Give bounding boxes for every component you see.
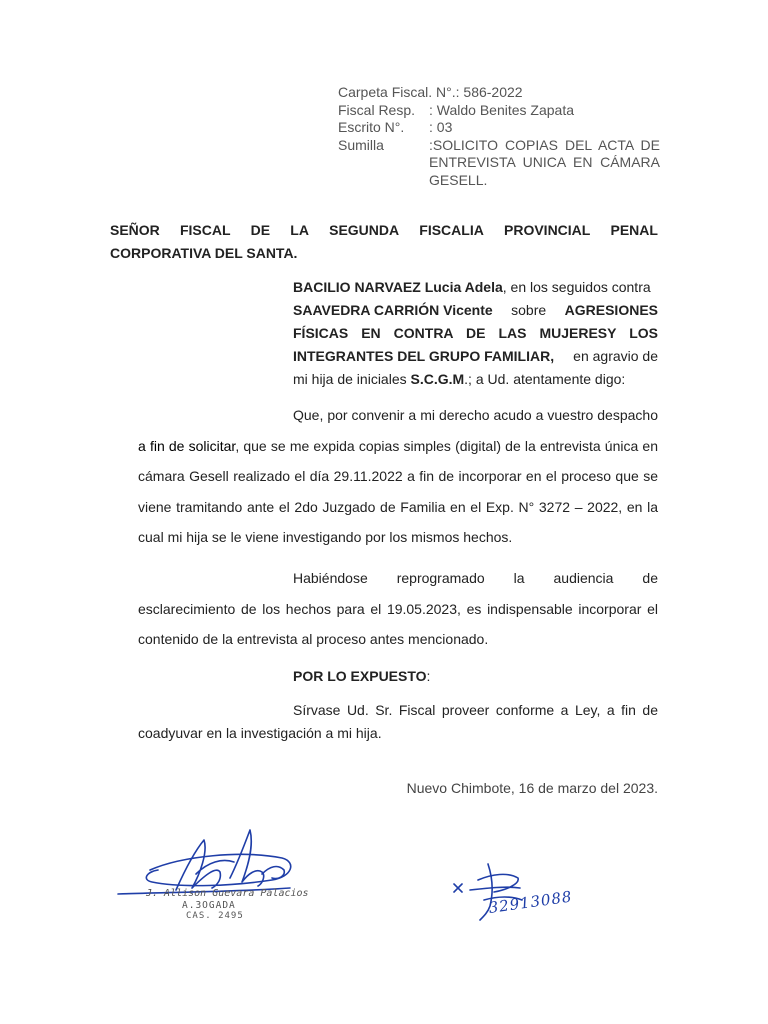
intro-line-5 bbox=[293, 368, 658, 391]
intro-line-1 bbox=[293, 276, 658, 299]
sumilla-label: Sumilla bbox=[338, 136, 384, 153]
por-colon: : bbox=[426, 668, 431, 684]
addressee-word: PROVINCIAL bbox=[504, 222, 591, 238]
closing-request bbox=[138, 699, 658, 745]
escrito-row bbox=[338, 119, 660, 137]
request-paragraph bbox=[138, 400, 658, 553]
intro-text: en agravio de bbox=[573, 348, 658, 364]
que-word: Que, bbox=[293, 407, 324, 423]
request-afin: a fin de solicitar bbox=[138, 437, 236, 454]
addressee-line-1 bbox=[110, 219, 658, 242]
minor-initials: S.C.G.M bbox=[410, 371, 465, 387]
intro-text: mi hija de iniciales bbox=[293, 371, 411, 387]
addressee bbox=[110, 219, 658, 265]
sumilla-value: :SOLICITO COPIAS DEL ACTA DE ENTREVISTA UNICA EN CÁMARA GESELL. bbox=[429, 136, 660, 188]
intro-text: .; a Ud. atentamente digo: bbox=[464, 371, 626, 387]
addressee-word: SEGUNDA bbox=[329, 222, 400, 238]
escrito-label: Escrito N°. bbox=[338, 119, 405, 135]
addressee-word: FISCAL bbox=[179, 222, 231, 238]
request-text-1: por convenir a mi derecho acudo a vuestro despacho bbox=[323, 407, 658, 423]
lawyer-stamp-title: A.3OGADA bbox=[182, 900, 236, 911]
addressee-word: PENAL bbox=[610, 222, 658, 238]
petitioner-dni-handwritten: 32913088 bbox=[487, 887, 574, 917]
intro-text: sobre bbox=[511, 302, 547, 318]
intro-paragraph bbox=[293, 276, 658, 391]
lawyer-stamp-cas: CAS. 2495 bbox=[186, 911, 244, 921]
por-lo-expuesto bbox=[293, 666, 430, 686]
escrito-value: : 03 bbox=[429, 119, 453, 135]
petitioner-name: BACILIO NARVAEZ Lucia Adela bbox=[293, 279, 503, 295]
offense-text: INTEGRANTES DEL GRUPO FAMILIAR, bbox=[293, 348, 555, 364]
request-text bbox=[138, 400, 658, 553]
intro-line-2 bbox=[293, 299, 658, 322]
intro-text: , en los seguidos contra bbox=[502, 279, 651, 295]
carpeta-fiscal: Carpeta Fiscal. N°.: 586-2022 bbox=[338, 84, 523, 100]
offense-text: FÍSICAS EN CONTRA DE LAS MUJERESY LOS bbox=[293, 325, 658, 341]
addressee-line-2: CORPORATIVA DEL SANTA. bbox=[110, 245, 298, 261]
hearing-paragraph bbox=[138, 563, 658, 655]
sumilla-row bbox=[338, 137, 660, 190]
intro-line-4 bbox=[293, 345, 658, 368]
case-header bbox=[338, 84, 660, 189]
addressee-word: DE bbox=[250, 222, 271, 238]
hearing-text: Habiéndose reprogramado la audiencia de esclarecimiento de los hechos para el 19.05.2023, es indispensable incorporar el contenido de la entrevista al proceso antes mencionado. bbox=[138, 570, 658, 647]
lawyer-stamp-name: J. Allison Guevara Palacios bbox=[146, 888, 309, 899]
offense-text: AGRESIONES bbox=[564, 302, 658, 318]
fiscal-label: Fiscal Resp. bbox=[338, 101, 416, 118]
fiscal-value: : Waldo Benites Zapata bbox=[429, 101, 575, 118]
request-text-2: , que se me expida copias simples (digital) de la entrevista única en cámara Gesell realizado el día 29.11.2022 a fin de incorporar en el proceso que se viene tramitando ante el 2do Juzgado de Familia en el Exp. N° 3272 – 2022, en la cual mi hija se le viene investigando por los mismos hechos. bbox=[138, 437, 658, 545]
por-lo-expuesto-label: POR LO EXPUESTO bbox=[293, 668, 427, 684]
respondent-name: SAAVEDRA CARRIÓN Vicente bbox=[293, 302, 493, 318]
petitioner-signature bbox=[448, 850, 598, 935]
place-date: Nuevo Chimbote, 16 de marzo del 2023. bbox=[406, 780, 658, 796]
addressee-word: LA bbox=[290, 222, 309, 238]
fiscal-row bbox=[338, 102, 660, 120]
addressee-word: FISCALIA bbox=[419, 222, 484, 238]
addressee-word: SEÑOR bbox=[110, 222, 160, 238]
closing-request-text: Sírvase Ud. Sr. Fiscal proveer conforme a Ley, a fin de coadyuvar en la investigación a mi hija. bbox=[138, 702, 658, 741]
